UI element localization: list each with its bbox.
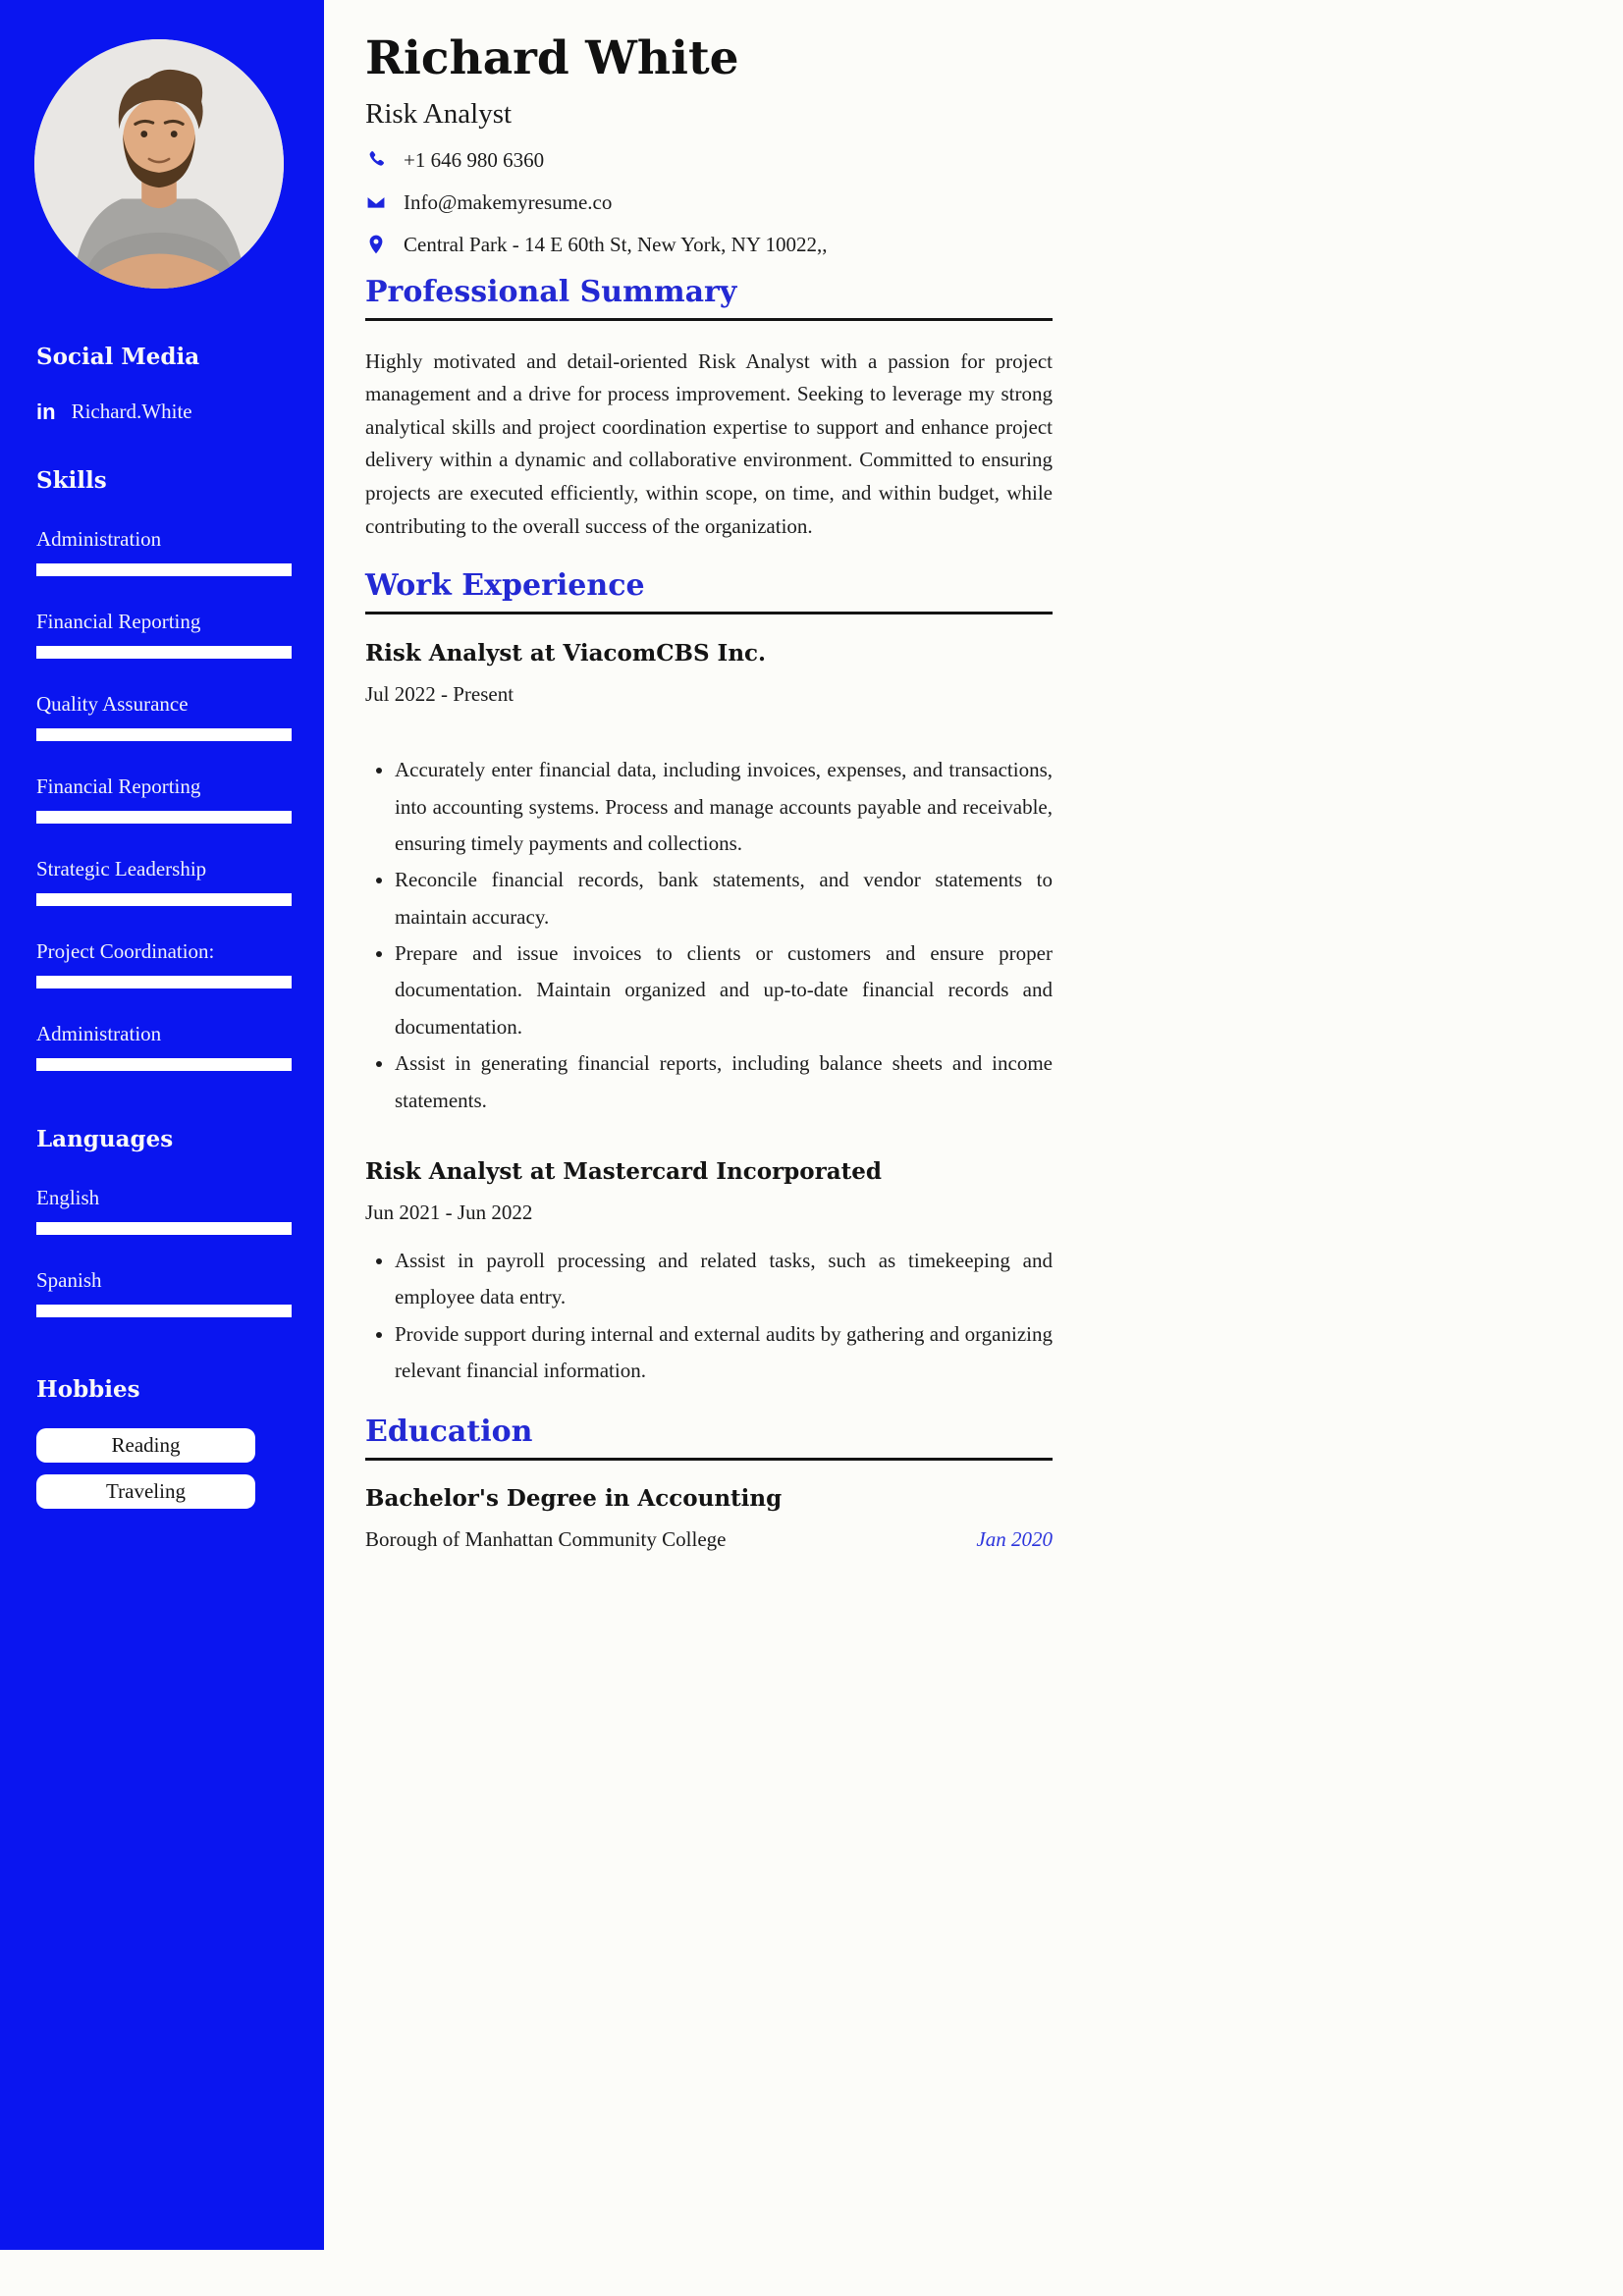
location-pin-icon bbox=[365, 234, 387, 255]
linkedin-icon: in bbox=[36, 399, 56, 424]
language-item bbox=[36, 1186, 292, 1235]
skill-bar bbox=[36, 646, 292, 659]
sidebar bbox=[0, 0, 324, 2250]
skill-bar bbox=[36, 811, 292, 824]
education-heading: Education bbox=[365, 1415, 1053, 1461]
address-row[interactable] bbox=[365, 233, 1053, 257]
hobbies-heading: Hobbies bbox=[36, 1376, 140, 1403]
skill-item bbox=[36, 692, 292, 741]
phone-row[interactable] bbox=[365, 148, 1053, 173]
social-media-heading: Social Media bbox=[36, 344, 200, 370]
avatar-illustration bbox=[34, 39, 284, 289]
job-bullet: • Assist in payroll processing and related tasks, such as timekeeping and employee data entry. bbox=[395, 1243, 1053, 1316]
job-bullet-list bbox=[365, 1243, 1053, 1390]
skills-heading: Skills bbox=[36, 467, 107, 494]
skill-bar bbox=[36, 728, 292, 741]
skill-item bbox=[36, 1022, 292, 1071]
email-address: Info@makemyresume.co bbox=[404, 189, 613, 214]
skill-label: Project Coordination: bbox=[36, 939, 215, 963]
job-title: Risk Analyst at ViacomCBS Inc. bbox=[365, 640, 767, 667]
summary-paragraph: Highly motivated and detail-oriented Risk Analyst with a passion for project management and a drive for process improvement. Seeking to leverage my strong analytical skills and project coordination expertise to support and enhance project delivery within a dynamic and collaborative environment. Committed to ensuring projects are executed efficiently, within scope, on time, and within budget, while contributing to the overall success of the organization. bbox=[365, 348, 1053, 538]
education-row bbox=[365, 1527, 1053, 1552]
person-name: Richard White bbox=[365, 31, 739, 85]
job-bullet: • Reconcile financial records, bank statements, and vendor statements to maintain accuracy. bbox=[395, 862, 1053, 935]
main-content bbox=[324, 0, 1623, 2296]
email-row[interactable] bbox=[365, 190, 1053, 215]
education-school: Borough of Manhattan Community College bbox=[365, 1527, 727, 1552]
skill-bar bbox=[36, 1058, 292, 1071]
email-icon bbox=[365, 191, 387, 213]
skill-bar bbox=[36, 976, 292, 988]
linkedin-link[interactable] bbox=[36, 400, 292, 424]
job-role: Risk Analyst bbox=[365, 97, 513, 130]
work-experience-heading: Work Experience bbox=[365, 568, 1053, 614]
job-title: Risk Analyst at Mastercard Incorporated bbox=[365, 1157, 882, 1185]
job-bullet: • Provide support during internal and external audits by gathering and organizing relevant financial information. bbox=[395, 1316, 1053, 1390]
job-dates: Jul 2022 - Present bbox=[365, 682, 514, 707]
skill-label: Strategic Leadership bbox=[36, 857, 207, 881]
skill-item bbox=[36, 774, 292, 824]
hobby-chip: Traveling bbox=[36, 1474, 255, 1509]
hobby-chip: Reading bbox=[36, 1428, 255, 1463]
skill-label: Financial Reporting bbox=[36, 610, 201, 633]
linkedin-handle: Richard.White bbox=[71, 400, 192, 423]
job-entry bbox=[365, 1158, 1053, 1390]
phone-icon bbox=[365, 149, 387, 171]
language-bar bbox=[36, 1305, 292, 1317]
skill-label: Administration bbox=[36, 527, 162, 551]
skill-label: Financial Reporting bbox=[36, 774, 201, 798]
contact-block bbox=[365, 148, 1053, 257]
summary-heading: Professional Summary bbox=[365, 275, 1053, 321]
skill-bar bbox=[36, 563, 292, 576]
language-label: Spanish bbox=[36, 1268, 102, 1292]
skill-item bbox=[36, 610, 292, 659]
phone-number: +1 646 980 6360 bbox=[404, 147, 545, 172]
language-bar bbox=[36, 1222, 292, 1235]
job-bullet: • Assist in generating financial reports, including balance sheets and income statements. bbox=[395, 1045, 1053, 1119]
job-entry bbox=[365, 640, 1053, 1119]
skill-item bbox=[36, 857, 292, 906]
skill-label: Administration bbox=[36, 1022, 162, 1045]
language-label: English bbox=[36, 1186, 100, 1209]
skill-item bbox=[36, 527, 292, 576]
language-item bbox=[36, 1268, 292, 1317]
profile-photo bbox=[34, 39, 284, 289]
job-bullet: • Prepare and issue invoices to clients or customers and ensure proper documentation. Maintain organized and up-to-date financial records and documentation. bbox=[395, 935, 1053, 1045]
education-degree: Bachelor's Degree in Accounting bbox=[365, 1485, 783, 1513]
address-text: Central Park - 14 E 60th St, New York, NY 10022,, bbox=[404, 232, 828, 256]
skill-item bbox=[36, 939, 292, 988]
job-bullet-list bbox=[365, 752, 1053, 1119]
job-dates: Jun 2021 - Jun 2022 bbox=[365, 1200, 533, 1224]
education-date: Jan 2020 bbox=[976, 1527, 1053, 1552]
job-bullet: • Accurately enter financial data, including invoices, expenses, and transactions, into accounting systems. Process and manage accounts payable and receivable, ensuring timely payments and collections. bbox=[395, 752, 1053, 862]
skill-label: Quality Assurance bbox=[36, 692, 189, 716]
languages-heading: Languages bbox=[36, 1126, 174, 1152]
skill-bar bbox=[36, 893, 292, 906]
